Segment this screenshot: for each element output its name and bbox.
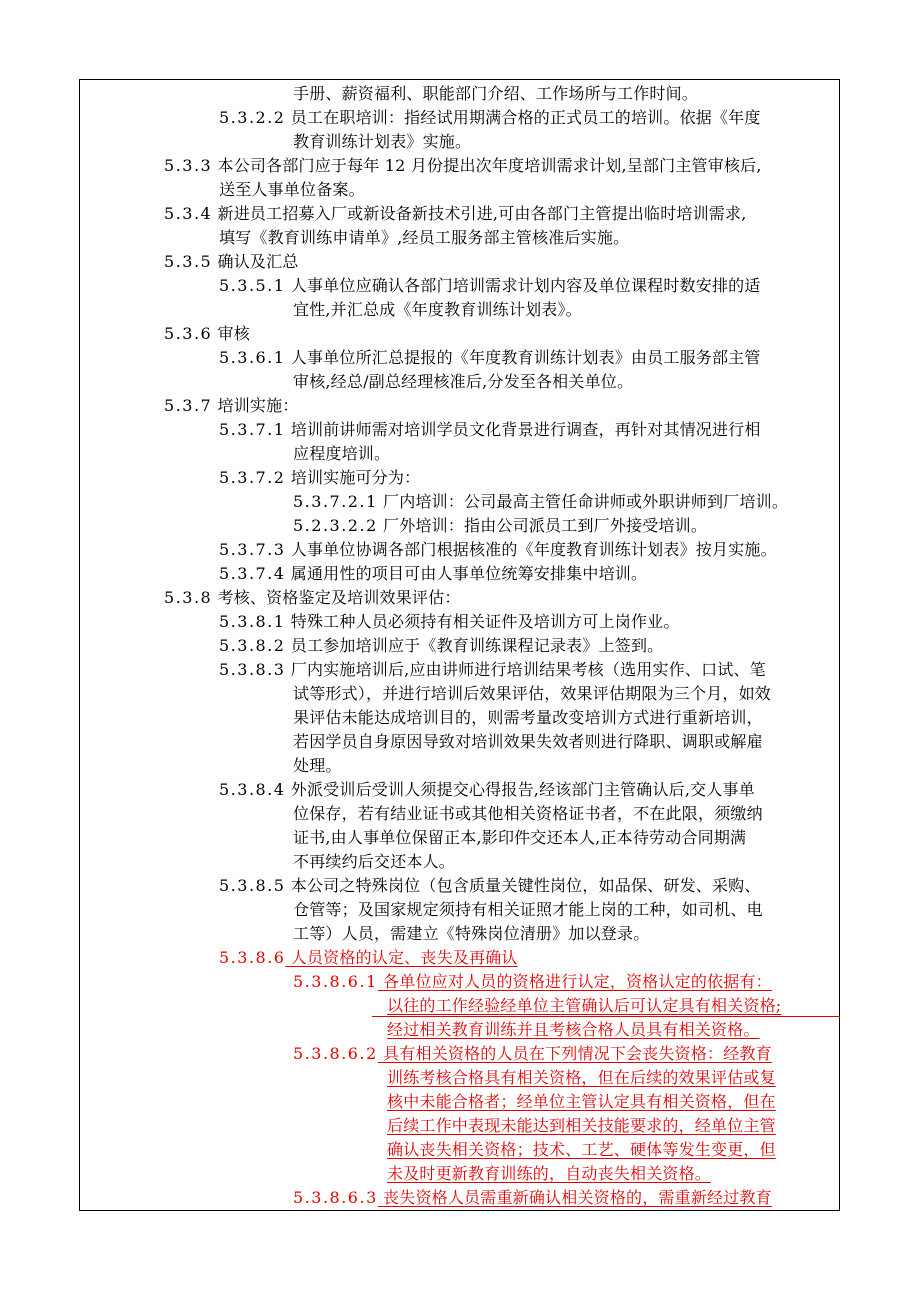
text-line: 证书,由人事单位保留正本,影印件交还本人,正本待劳动合同期满 — [293, 828, 747, 847]
text-line: 后续工作中表现未能达到相关技能要求的，经单位主管 — [387, 1116, 776, 1135]
text-line: 仓管等；及国家规定须持有相关证照才能上岗的工种，如司机、电 — [293, 900, 763, 919]
text-line: 工等）人员，需建立《特殊岗位清册》加以登录。 — [293, 924, 650, 943]
revision-mark — [372, 1016, 840, 1017]
text-line: 宜性,并汇总成《年度教育训练计划表》。 — [293, 300, 582, 319]
clause-5-3-7: 5.3.7 培训实施： — [164, 396, 299, 415]
text-line: 手册、薪资福利、职能部门介绍、工作场所与工作时间。 — [293, 84, 699, 103]
clause-5-3-8-6: 5.3.8.6 人员资格的认定、丧失及再确认 — [219, 948, 518, 967]
clause-5-3-5-1: 5.3.5.1 人事单位应确认各部门培训需求计划内容及单位课程时数安排的适 — [219, 276, 761, 295]
text-line: 试等形式），并进行培训后效果评估，效果评估期限为三个月，如效 — [293, 684, 772, 703]
clause-5-3-8-1: 5.3.8.1 特殊工种人员必须持有相关证件及培训方可上岗作业。 — [219, 612, 680, 631]
text-line: 未及时更新教育训练的，自动丧失相关资格。 — [387, 1164, 712, 1183]
clause-5-3-8-5: 5.3.8.5 本公司之特殊岗位（包含质量关键性岗位，如品保、研发、采购、 — [219, 876, 761, 895]
clause-5-3-6-1: 5.3.6.1 人事单位所汇总提报的《年度教育训练计划表》由员工服务部主管 — [219, 348, 761, 367]
text-line: 训练考核合格具有相关资格，但在后续的效果评估或复 — [387, 1068, 776, 1087]
clause-5-3-7-3: 5.3.7.3 人事单位协调各部门根据核准的《年度教育训练计划表》按月实施。 — [219, 540, 777, 559]
text-line: 教育训练计划表》实施。 — [293, 132, 472, 151]
clause-5-3-7-1: 5.3.7.1 培训前讲师需对培训学员文化背景进行调查，再针对其情况进行相 — [219, 420, 761, 439]
text-line: 审核,经总/副总经理核准后,分发至各相关单位。 — [293, 372, 634, 391]
clause-5-3-8-6-2: 5.3.8.6.2 具有相关资格的人员在下列情况下会丧失资格：经教育 — [293, 1044, 772, 1063]
text-line: 填写《教育训练申请单》,经员工服务部主管核准后实施。 — [219, 228, 630, 247]
text-line: 经过相关教育训练并且考核合格人员具有相关资格。 — [387, 1020, 760, 1039]
clause-5-3-8-6-1: 5.3.8.6.1 各单位应对人员的资格进行认定，资格认定的依据有： — [293, 972, 772, 991]
clause-5-3-6: 5.3.6 审核 — [164, 324, 250, 343]
text-line: 若因学员自身原因导致对培训效果失效者则进行降职、调职或解雇 — [293, 732, 763, 751]
text-line: 位保存，若有结业证书或其他相关资格证书者，不在此限，须缴纳 — [293, 804, 763, 823]
clause-5-3-8-3: 5.3.8.3 厂内实施培训后,应由讲师进行培训结果考核（选用实作、口试、笔 — [219, 660, 766, 679]
text-line: 以往的工作经验经单位主管确认后可认定具有相关资格; — [387, 996, 782, 1015]
clause-5-3-7-4: 5.3.7.4 属通用性的项目可由人事单位统筹安排集中培训。 — [219, 564, 648, 583]
text-line: 确认丧失相关资格；技术、工艺、硬体等发生变更，但 — [387, 1140, 776, 1159]
clause-5-3-8-4: 5.3.8.4 外派受训后受训人须提交心得报告,经该部门主管确认后,交人事单 — [219, 780, 755, 799]
clause-5-3-2-2: 5.3.2.2 员工在职培训：指经试用期满合格的正式员工的培训。依据《年度 — [219, 108, 761, 127]
clause-5-3-5: 5.3.5 确认及汇总 — [164, 252, 299, 271]
clause-5-3-8-2: 5.3.8.2 员工参加培训应于《教育训练课程记录表》上签到。 — [219, 636, 664, 655]
clause-5-3-3: 5.3.3 本公司各部门应于每年 12 月份提出次年度培训需求计划,呈部门主管审核后, — [164, 156, 762, 175]
text-line: 应程度培训。 — [293, 444, 391, 463]
text-line: 送至人事单位备案。 — [219, 180, 365, 199]
text-line: 核中未能合格者；经单位主管认定具有相关资格，但在 — [387, 1092, 776, 1111]
clause-5-3-4: 5.3.4 新进员工招募入厂或新设备新技术引进,可由各部门主管提出临时培训需求, — [164, 204, 747, 223]
clause-5-3-8: 5.3.8 考核、资格鉴定及培训效果评估： — [164, 588, 461, 607]
clause-5-3-7-2-1: 5.3.7.2.1 厂内培训：公司最高主管任命讲师或外职讲师到厂培训。 — [293, 492, 789, 511]
clause-5-2-3-2-2: 5.2.3.2.2 厂外培训：指由公司派员工到厂外接受培训。 — [293, 516, 708, 535]
clause-5-3-8-6-3: 5.3.8.6.3 丧失资格人员需重新确认相关资格的，需重新经过教育 — [293, 1188, 772, 1207]
text-line: 果评估未能达成培训目的，则需考量改变培训方式进行重新培训， — [293, 708, 763, 727]
text-line: 不再续约后交还本人。 — [293, 852, 456, 871]
text-line: 处理。 — [293, 756, 342, 775]
clause-5-3-7-2: 5.3.7.2 培训实施可分为： — [219, 468, 421, 487]
